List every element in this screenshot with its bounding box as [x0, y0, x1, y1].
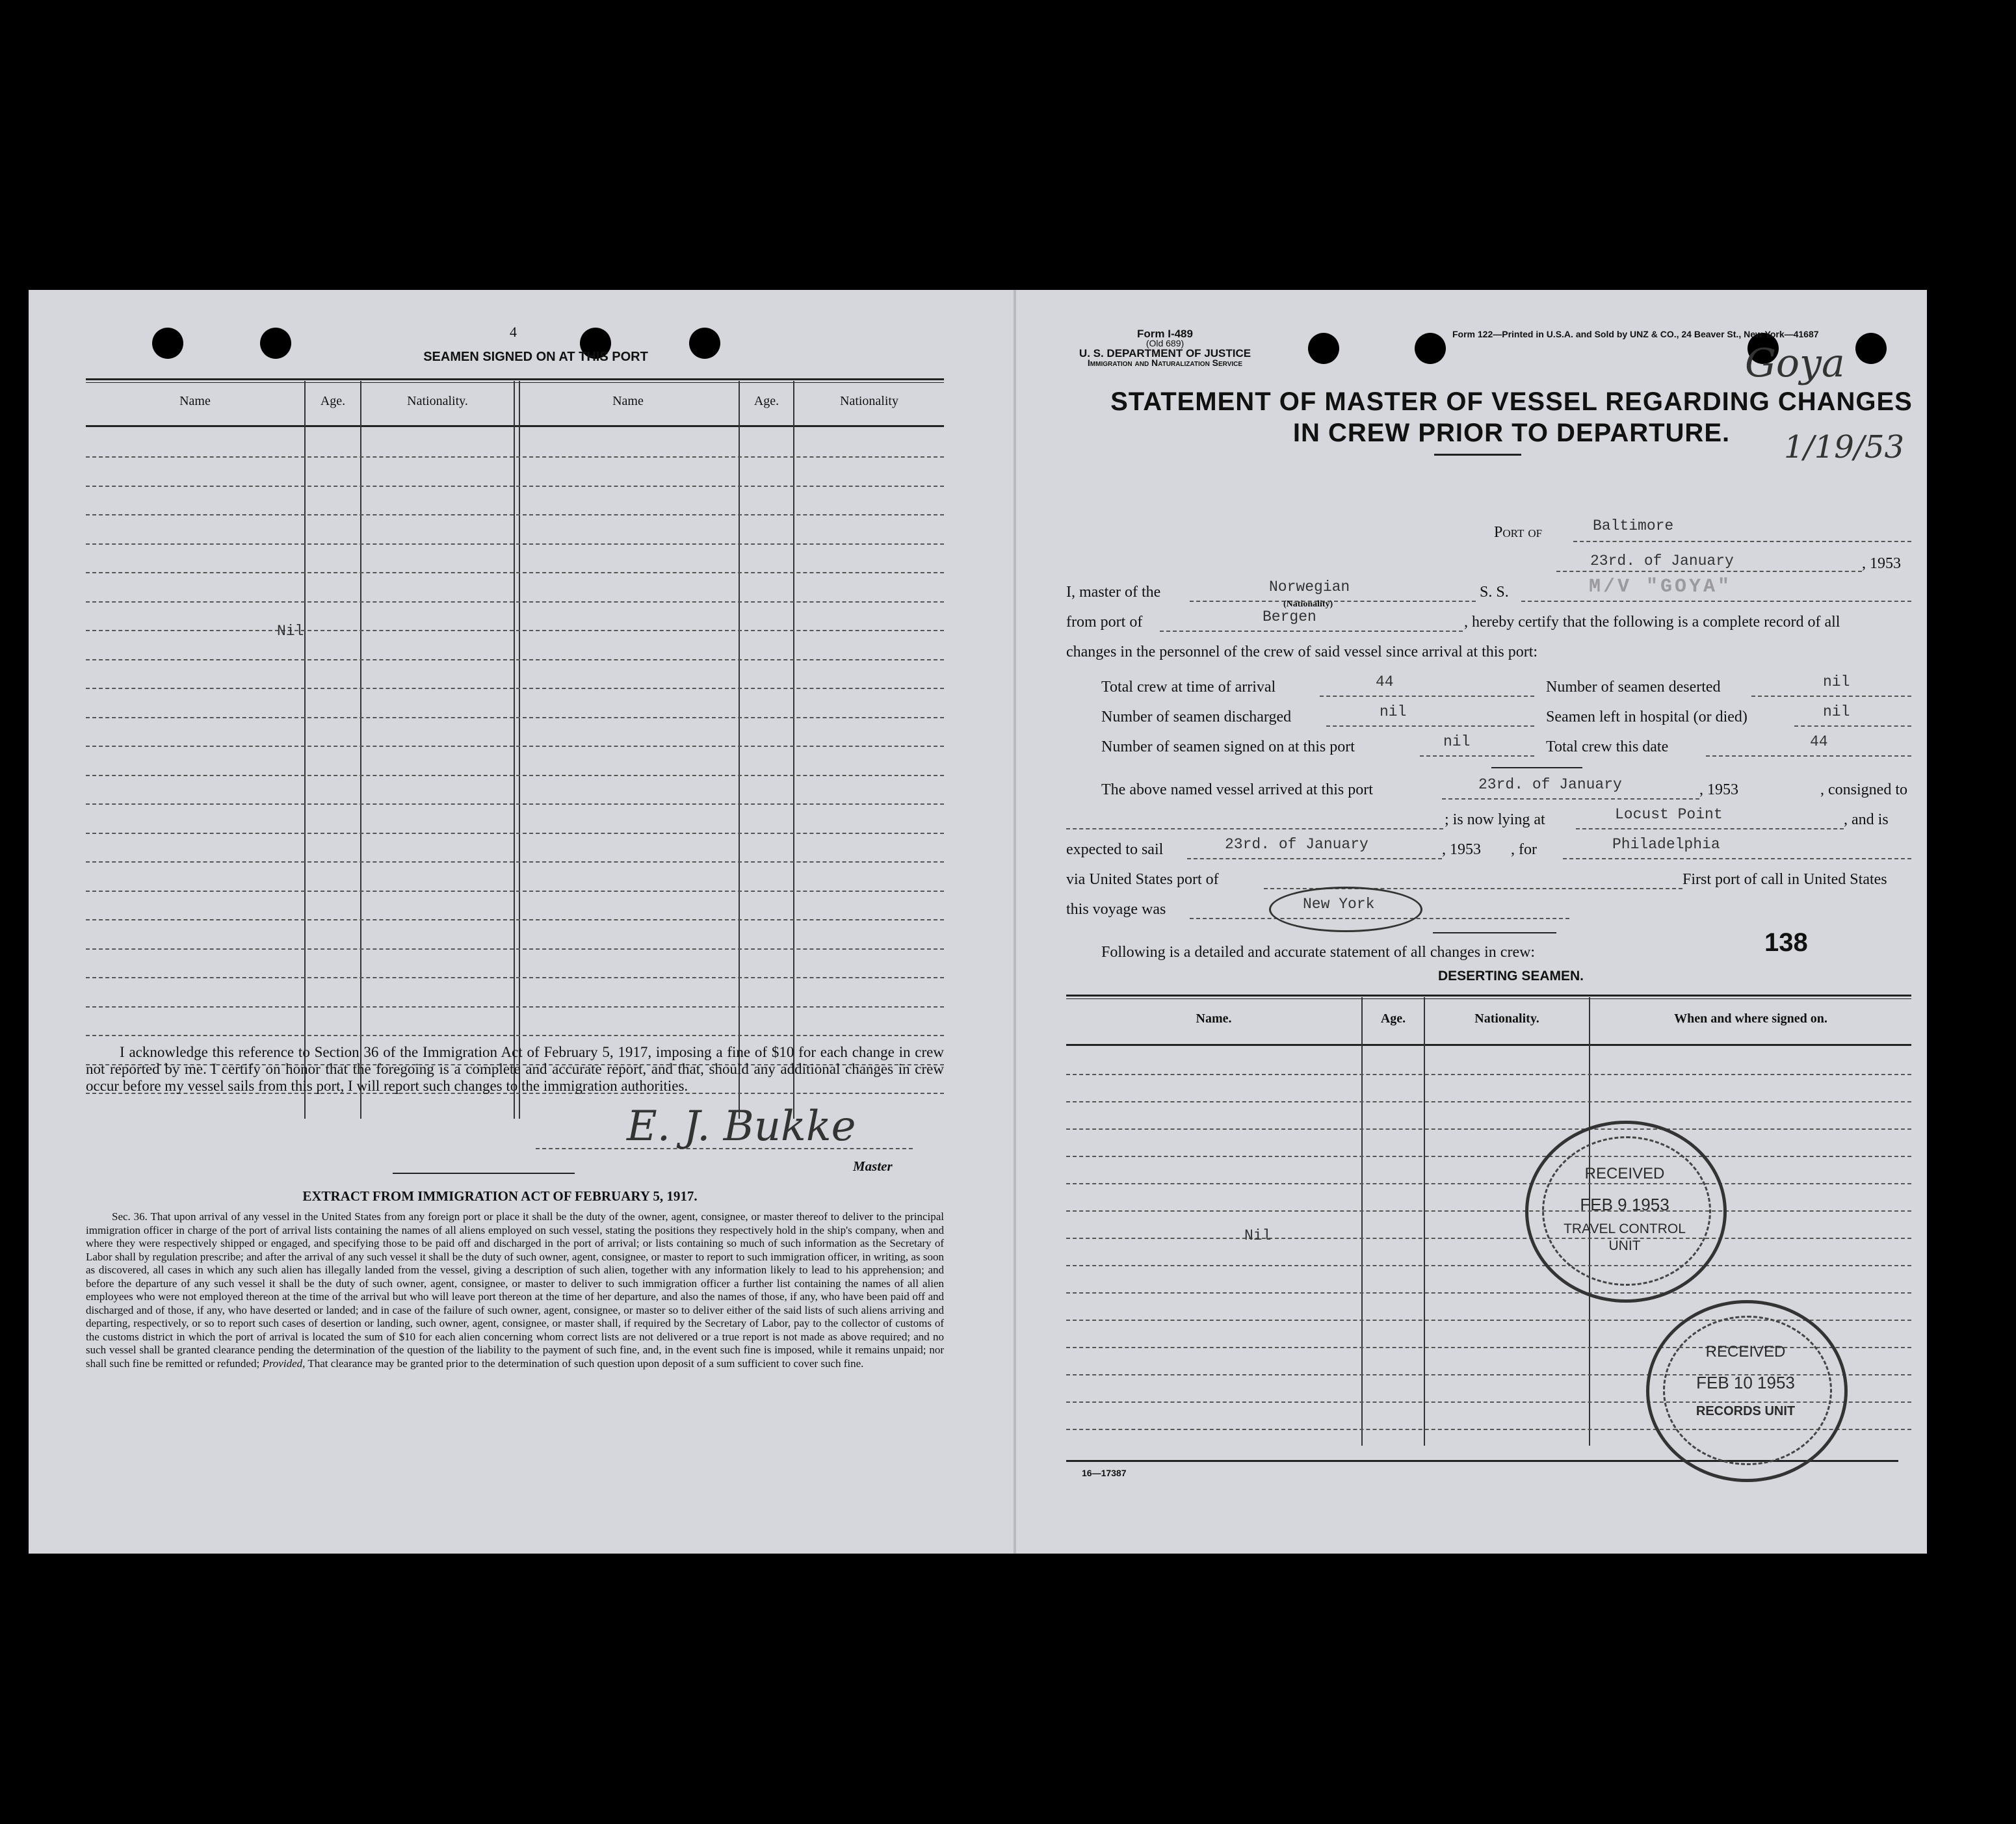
handwritten-name: Goya — [1745, 341, 1845, 386]
lying-value: Locust Point — [1615, 806, 1723, 823]
col-header-name: Name. — [1196, 1011, 1232, 1026]
certify-text-2: changes in the personnel of the crew of said vessel since arrival at this port: — [1066, 644, 1538, 660]
table-row — [86, 948, 944, 950]
nationality-caption: (Nationality) — [1283, 599, 1333, 609]
table-row — [1066, 1292, 1911, 1294]
table-row — [86, 486, 944, 487]
section-36-text — [86, 1210, 944, 1370]
acknowledgement-text: I acknowledge this reference to Section 36 of the Immigration Act of February 5, 1917, imposing a fine of $10 for each change in crew not reported by me. I certify on honor that the foregoing is a complete and accurate report, and that, should any additional changes in crew occur before my vessel sails from this port, I will report such changes to the immigration authorities. — [86, 1044, 944, 1094]
expected-label: expected to sail — [1066, 841, 1164, 858]
punch-hole — [260, 328, 291, 359]
col-header-age: Age. — [1380, 1011, 1406, 1026]
discharged-label: Number of seamen discharged — [1101, 709, 1292, 725]
voyage-value: New York — [1303, 896, 1375, 913]
table-row — [86, 456, 944, 458]
table-row — [86, 717, 944, 718]
title-line-1: STATEMENT OF MASTER OF VESSEL REGARDING CHANGES — [1110, 387, 1913, 416]
table-row — [1066, 1101, 1911, 1102]
handwritten-date: 1/19/53 — [1784, 429, 1905, 465]
table-row — [86, 775, 944, 776]
stamp1-unit: TRAVEL CONTROL UNIT — [1564, 1221, 1686, 1253]
table-row — [86, 688, 944, 689]
col-header-age-2: Age. — [753, 394, 779, 408]
service: Immigration and Naturalization Service — [1087, 358, 1243, 368]
table-row — [86, 919, 944, 920]
from-port-label: from port of — [1066, 614, 1143, 631]
table-row — [1066, 1238, 1911, 1239]
year3-label: , 1953 — [1442, 841, 1481, 858]
col-header-signed-on: When and where signed on. — [1674, 1011, 1827, 1026]
col-header-name-2: Name — [612, 394, 644, 408]
section-tail: That clearance may be granted prior to the determination of such question upon deposit of a sum sufficient to cover such fine. — [308, 1357, 864, 1370]
table-row — [1066, 1156, 1911, 1157]
table-row — [1066, 1183, 1911, 1184]
form-header — [1061, 329, 1269, 368]
table-row — [86, 977, 944, 978]
footer-code: 16—17387 — [1082, 1468, 1127, 1478]
section-label: Sec. 36. — [112, 1210, 148, 1223]
first-port-label: First port of call in United States — [1682, 871, 1887, 888]
table-row — [86, 861, 944, 863]
master-signature: E. J. Bukke — [627, 1102, 856, 1151]
lying-label: ; is now lying at — [1445, 811, 1545, 828]
vessel-value: M/V "GOYA" — [1589, 576, 1733, 598]
table-row — [86, 833, 944, 834]
nationality-value: Norwegian — [1269, 579, 1350, 595]
punch-hole — [1415, 333, 1446, 364]
hospital-value: nil — [1823, 703, 1850, 720]
total-date-value: 44 — [1810, 733, 1828, 750]
col-header-nationality: Nationality. — [1474, 1011, 1539, 1026]
table-row — [86, 803, 944, 805]
port-label: Port of — [1494, 524, 1543, 541]
table-row — [86, 659, 944, 660]
table-row — [86, 746, 944, 747]
year-label: , 1953 — [1862, 555, 1901, 572]
signed-on-value: nil — [1443, 733, 1471, 750]
voyage-label: this voyage was — [1066, 901, 1166, 918]
title-line-2: IN CREW PRIOR TO DEPARTURE. — [1292, 419, 1731, 447]
punch-hole — [152, 328, 183, 359]
via-label: via United States port of — [1066, 871, 1219, 888]
date-value: 23rd. of January — [1590, 553, 1734, 569]
master-label: I, master of the — [1066, 584, 1161, 601]
stamp2-unit: RECORDS UNIT — [1695, 1404, 1796, 1418]
printer-note: Form 122—Printed in U.S.A. and Sold by UNZ & CO., 24 Beaver St., New York—41687 — [1452, 329, 1819, 339]
stamp2-top: RECEIVED — [1705, 1343, 1786, 1361]
deserting-title: DESERTING SEAMEN. — [1437, 969, 1584, 984]
table-row — [1066, 1265, 1911, 1266]
table-row — [1066, 1074, 1911, 1075]
expected-value: 23rd. of January — [1225, 836, 1368, 853]
punch-hole — [1855, 333, 1887, 364]
extract-title: EXTRACT FROM IMMIGRATION ACT OF FEBRUARY 5, 1917. — [302, 1188, 698, 1204]
department: U. S. DEPARTMENT OF JUSTICE — [1079, 347, 1251, 359]
stamp2-date: FEB 10 1953 — [1696, 1373, 1795, 1392]
table-row — [86, 1006, 944, 1008]
ss-label: S. S. — [1480, 584, 1509, 601]
hospital-label: Seamen left in hospital (or died) — [1546, 709, 1748, 725]
punch-hole — [1308, 333, 1339, 364]
deserted-label: Number of seamen deserted — [1546, 679, 1721, 696]
total-arrival-label: Total crew at time of arrival — [1101, 679, 1276, 696]
consigned-label: , consigned to — [1820, 781, 1907, 798]
table-row — [86, 514, 944, 515]
left-table-title: SEAMEN SIGNED ON AT THIS PORT — [423, 350, 648, 364]
total-date-label: Total crew this date — [1546, 738, 1669, 755]
table-row — [86, 601, 944, 603]
col-header-nationality-2: Nationality — [840, 394, 898, 408]
from-port-value: Bergen — [1263, 608, 1316, 625]
deserted-value: nil — [1823, 673, 1850, 690]
certify-text: , hereby certify that the following is a complete record of all — [1464, 614, 1840, 631]
year2-value: 53 — [1723, 781, 1738, 798]
document-paper — [29, 290, 1927, 1554]
stamp1-top: RECEIVED — [1584, 1165, 1665, 1182]
total-arrival-value: 44 — [1376, 673, 1394, 690]
year2-label: , 1953 — [1699, 781, 1738, 798]
for-value: Philadelphia — [1612, 836, 1720, 853]
table-row — [86, 543, 944, 545]
for-label: , for — [1511, 841, 1537, 858]
col-header-age: Age. — [320, 394, 346, 408]
discharged-value: nil — [1380, 703, 1407, 720]
arrived-value: 23rd. of January — [1478, 776, 1622, 793]
arrived-label: The above named vessel arrived at this port — [1101, 781, 1373, 798]
table-row — [86, 891, 944, 892]
page-number: 4 — [510, 324, 517, 340]
col-header-nationality: Nationality. — [407, 394, 468, 408]
port-value: Baltimore — [1593, 517, 1674, 534]
table-row — [1066, 1128, 1911, 1130]
table-row — [86, 630, 944, 631]
section-body: That upon arrival of any vessel in the United States from any foreign port or place it shall be the duty of the owner, agent, consignee, or master thereof to deliver to the principal immigration officer in charge of the port of arrival lists containing the names of all aliens employed on such vessel, stating the positions they respectively hold in the ship's company, when and where they were respectively shipped or engaged, and specifying those to be paid off and discharged in the port of arrival; or lists containing so much of such information as the Secretary of Labor shall by regulation prescribe; and after the arrival of any such vessel it shall be the duty of such owner, agent, consignee, or master to report to such immigration officer, in writing, as soon as discovered, all cases in which any such alien has illegally landed from the vessel, giving a description of such alien, together with any information likely to lead to his apprehension; and before the departure of any such vessel it shall be the duty of such owner, agent, consignee, or master to deliver to such immigration officer a further list containing the names of all alien employees who were not employed thereon at the time of the arrival but who will leave port thereon at the time of her departure, and also the names of those, if any, who have been paid off and discharged and of those, if any, who have deserted or landed; and in case of the failure of such owner, agent, consignee, or master so to deliver either of the said lists of such aliens arriving and departing, respectively, or so to report such cases of desertion or landing, such owner, agent, consignee, or master shall, if required by the Secretary of Labor, pay to the collector of customs of the customs district in which the port of arrival is located the sum of $10 for each alien concerning whom correct lists are not delivered or a true report is not made as above required; and no such vessel shall be granted clearance pending the determination of the question of the liability to the payment of such fine, and, in the event such fine is imposed, while it remains unpaid; nor shall such fine be remitted or refunded; — [86, 1210, 945, 1370]
following-label: Following is a detailed and accurate statement of all changes in crew: — [1101, 944, 1536, 961]
table-row — [1066, 1210, 1911, 1212]
page-fold — [1014, 290, 1016, 1554]
nil-entry: Nil — [277, 623, 304, 640]
col-header-name: Name — [179, 394, 211, 408]
stamp1-date: FEB 9 1953 — [1580, 1195, 1669, 1214]
year-value: 53 — [1885, 555, 1901, 572]
table-row — [86, 1035, 944, 1036]
stamp-number: 138 — [1764, 928, 1808, 957]
master-label: Master — [853, 1158, 893, 1174]
provided-word: Provided, — [262, 1357, 306, 1370]
table-row — [86, 572, 944, 573]
signed-on-label: Number of seamen signed on at this port — [1101, 738, 1355, 755]
nil-entry: Nil — [1244, 1227, 1272, 1244]
form-old: (Old 689) — [1145, 338, 1185, 348]
and-is-label: , and is — [1844, 811, 1889, 828]
year3-value: 53 — [1465, 841, 1481, 858]
form-number: Form I-489 — [1137, 328, 1193, 340]
